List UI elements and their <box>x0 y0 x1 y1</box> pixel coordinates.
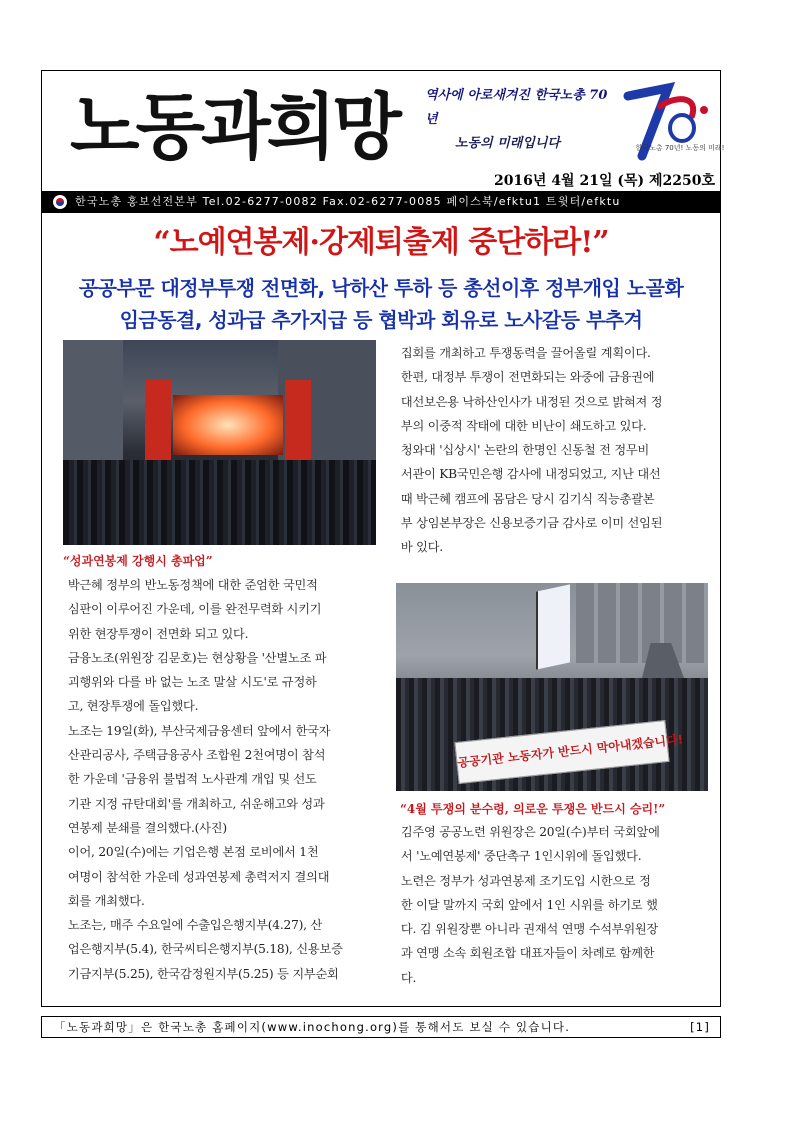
paragraph <box>396 869 708 990</box>
text-line: 한 가운데 '금융위 불법적 노사관계 개입 및 선도 <box>67 772 317 787</box>
paragraph <box>63 573 375 646</box>
text-line: 노조는, 매주 수요일에 수출입은행지부(4.27), 산 <box>67 918 323 933</box>
subheadline-2: 임금동결, 성과급 추가지급 등 협박과 회유로 노사갈등 부추겨 <box>119 308 643 332</box>
text-line: 한편, 대정부 투쟁이 전면화되는 와중에 금융권에 <box>400 370 655 385</box>
paragraph <box>396 365 708 438</box>
text-line: 연봉제 분쇄를 결의했다.(사진) <box>67 820 227 835</box>
slogan-line-2: 노동의 미래입니다 <box>455 136 560 151</box>
text-line: 이어, 20일(수)에는 기업은행 본점 로비에서 1천 <box>67 845 319 860</box>
march-photo <box>396 583 708 791</box>
article-left-column <box>63 573 375 986</box>
logo-caption: 한국노총 70년! 노동의 미래! <box>635 144 725 152</box>
fkt-emblem-icon <box>53 195 67 209</box>
stage-banner-left <box>145 380 171 460</box>
buildings <box>576 583 708 663</box>
footer-bar <box>41 1016 721 1038</box>
anniversary-70-logo <box>620 76 725 171</box>
text-line: 노련은 정부가 성과연봉제 조기도입 시한으로 정 <box>400 873 651 888</box>
text-line: 여명이 참석한 가운데 성과연봉제 총력저지 결의대 <box>67 869 330 884</box>
article-right-column-bottom <box>396 820 708 990</box>
paragraph <box>396 820 708 869</box>
paragraph <box>63 840 375 913</box>
text-line: 다. 김 위원장뿐 아니라 권재석 연맹 수석부위원장 <box>400 922 659 937</box>
contact-info-bar <box>41 191 721 213</box>
text-line: 부 상임본부장은 신용보증기금 감사로 이미 선임된 <box>400 516 663 531</box>
lit-stage <box>173 395 283 455</box>
text-line: 위한 현장투쟁이 전면화 되고 있다. <box>67 626 249 641</box>
text-line: 다. <box>400 970 417 985</box>
paragraph <box>396 438 708 559</box>
text-line: 과 연맹 소속 회원조합 대표자들이 차례로 함께한 <box>400 946 655 961</box>
paragraph <box>396 341 708 365</box>
crowd <box>63 460 376 545</box>
text-line: 회를 개최했다. <box>67 893 145 908</box>
text-line: 김주영 공공노련 위원장은 20일(수)부터 국회앞에 <box>400 825 660 839</box>
article-right-column-top <box>396 341 708 560</box>
page-number: [1] <box>690 1020 710 1034</box>
text-line: 한 이달 말까지 국회 앞에서 1인 시위를 하기로 했 <box>400 897 658 912</box>
paragraph <box>63 646 375 719</box>
masthead-slogan <box>425 84 615 156</box>
paragraph <box>63 913 375 986</box>
footer-text: 「노동과희망」은 한국노총 홈페이지(www.inochong.org)를 통해서도 보실 수 있습니다. <box>54 1020 571 1034</box>
text-line: 노조는 19일(화), 부산국제금융센터 앞에서 한국자 <box>67 723 331 738</box>
text-line: 서관이 KB국민은행 감사에 내정되었고, 지난 대선 <box>400 467 661 482</box>
text-line: 기관 지정 규탄대회'를 개최하고, 쉬운해고와 성과 <box>67 796 325 811</box>
headline: “노예연봉제·강제퇴출제 중단하라!” <box>153 225 609 260</box>
masthead-title: 노동과희망 <box>70 84 398 169</box>
text-line: 산관리공사, 주택금융공사 조합원 2천여명이 참석 <box>67 748 326 763</box>
text-line: 때 박근혜 캠프에 몸담은 당시 김기식 직능총괄본 <box>400 491 655 506</box>
text-line: 기금지부(5.25), 한국감정원지부(5.25) 등 지부순회 <box>67 966 339 981</box>
photo1-caption: “성과연봉제 강행시 총파업” <box>63 554 213 568</box>
text-line: 청와대 '십상시' 논란의 한명인 신동철 전 정무비 <box>400 443 650 458</box>
text-line: 금융노조(위원장 김문호)는 현상황을 '산별노조 파 <box>67 650 327 665</box>
text-line: 업은행지부(5.4), 한국씨티은행지부(5.18), 신용보증 <box>67 942 343 957</box>
issue-dateline: 2016년 4월 21일 (목) 제2250호 <box>493 173 715 189</box>
text-line: 부의 이중적 작태에 대한 비난이 쇄도하고 있다. <box>400 418 647 433</box>
slogan-line-1: 역사에 아로새겨진 한국노총 70년 <box>425 88 608 127</box>
subheadline-1: 공공부문 대정부투쟁 전면화, 낙하산 투하 등 총선이후 정부개입 노골화 <box>78 276 684 300</box>
photo2-caption: “4월 투쟁의 분수령, 의로운 투쟁은 반드시 승리!” <box>400 802 666 816</box>
text-line: 바 있다. <box>400 540 443 555</box>
march-banner: 공공기관 노동자가 반드시 막아내겠습니다! <box>454 720 669 784</box>
text-line: 대선보은용 낙하산인사가 내정된 것으로 밝혀져 정 <box>400 394 663 409</box>
union-flag <box>536 584 570 669</box>
paragraph <box>63 719 375 840</box>
text-line: 집회를 개최하고 투쟁동력을 끌어올릴 계획이다. <box>400 346 651 360</box>
text-line: 서 '노예연봉제' 중단촉구 1인시위에 돌입했다. <box>400 849 642 864</box>
rally-photo <box>63 340 376 545</box>
text-line: 괴행위와 다를 바 없는 노조 말살 시도'로 규정하 <box>67 675 317 690</box>
stage-banner-right <box>285 380 311 460</box>
contact-info-text: 한국노총 홍보선전본부 Tel.02-6277-0082 Fax.02-6277-0085 페이스북/efktu1 트윗터/efktu <box>75 195 621 208</box>
text-line: 고, 현장투쟁에 돌입했다. <box>67 699 199 714</box>
text-line: 심판이 이루어진 가운데, 이를 완전무력화 시키기 <box>67 602 322 617</box>
text-line: 박근혜 정부의 반노동정책에 대한 준엄한 국민적 <box>67 578 318 592</box>
